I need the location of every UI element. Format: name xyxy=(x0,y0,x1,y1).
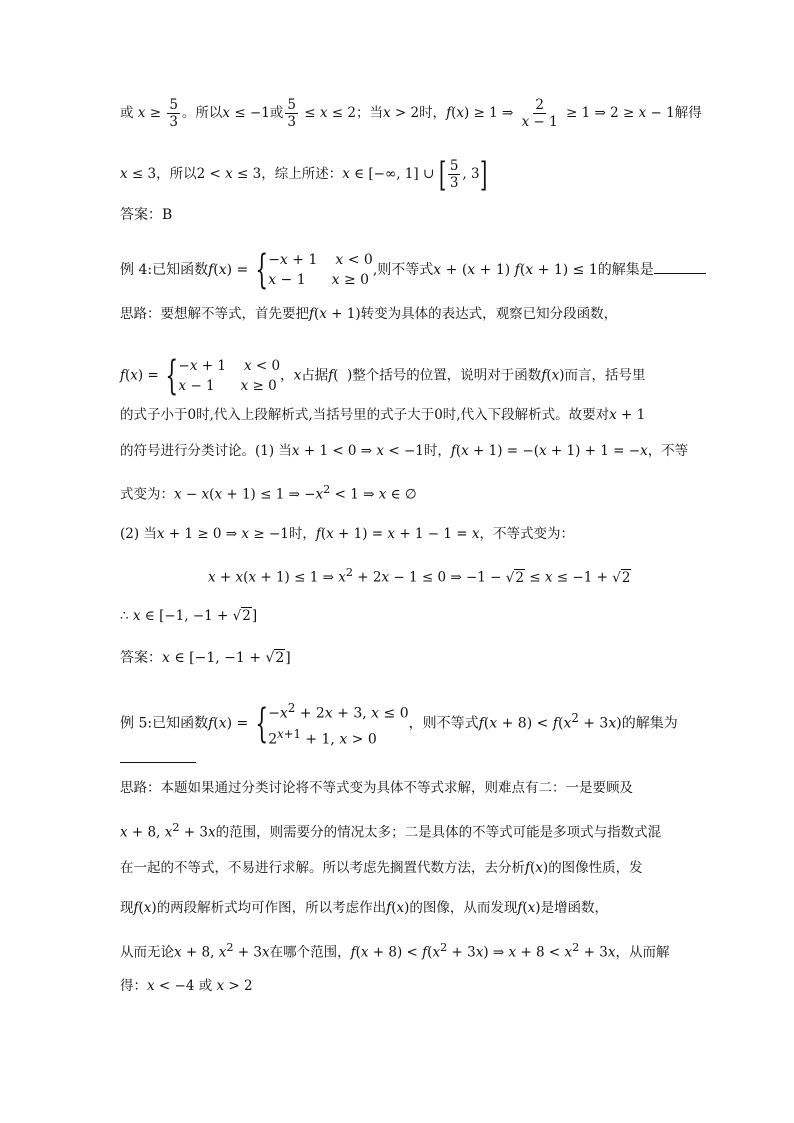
case-2-line: (2) 当x + 1 ≥ 0 ⇒ x ≥ −1时，f(x + 1) = x + 1 − 1 = x，不等式变为： xyxy=(120,526,575,542)
ex5-think-line-2: x + 8, $x^2 + 3x$的范围，则需要分的情况太多；二是具体的不等式可能是多项式与指数式混 xyxy=(120,821,662,841)
ex5-think-line-5: 从而无论x + 8, $x^2 + 3x$在哪个范围，$f(x + 8) < f(x^2 + 3x)$ ⇒ $x + 8 < x^2 + 3x$，从而解 xyxy=(120,941,670,961)
answer-4: 答案：x ∈ [−1, −1 + √2] xyxy=(120,650,291,666)
piecewise-cases: −x + 1 x < 0 x − 1 x ≥ 0 xyxy=(268,252,373,288)
example-5: 例 5:已知函数f(x) = { $-x^2 + 2x + 3$, x ≤ 0 $2^{x+1} + 1$, x > 0 ，则不等式$f(x + 8) < f(x^2 + 3x)$的解集为 xyxy=(120,700,678,748)
answer-b: 答案：B xyxy=(120,207,173,223)
answer-blank-line xyxy=(120,762,196,763)
text-line-1: 或 x ≥ $\frac{5}{3}$ 。所以x ≤ −1或 $\frac{5}{3}$ ≤ x ≤ 2；当x > 2时，f(x) ≥ 1 ⇒ $\frac{2}{x - 1}$ ≥ 1 ⇒ 2 ≥ x − 1解得 xyxy=(120,97,702,130)
ex5-think-line-1: 思路：本题如果通过分类讨论将不等式变为具体不等式求解，则难点有二：一是要顾及 xyxy=(120,780,633,796)
think-line-2: f(x) = { −x + 1 x < 0 x − 1 x ≥ 0 ，x占据f( )整个括号的位置，说明对于函数f(x)而言，括号里 xyxy=(120,353,646,399)
text: 或 xyxy=(120,105,134,121)
centered-equation: x + x(x + 1) ≤ 1 ⇒ $x^2 + 2x - 1 \le 0$ ⇒ −1 − √2 ≤ x ≤ −1 + √2 xyxy=(208,566,631,586)
answer-blank xyxy=(654,259,706,274)
text-line-2: x ≤ 3，所以2 < x ≤ 3，综上所述：x ∈ [−∞, 1] ∪ [ $\frac{5}{3}$ , 3] xyxy=(120,154,487,195)
example-4: 例 4:已知函数f(x) = { −x + 1 x < 0 x − 1 x ≥ 0 ,则不等式x + (x + 1) f(x + 1) ≤ 1的解集是 xyxy=(120,250,680,290)
ex5-think-line-6: 得：x < −4 或 x > 2 xyxy=(120,978,253,994)
think-line-5: 式变为：x − x(x + 1) ≤ 1 ⇒ $-x^2 < 1$ ⇒ x ∈ ∅ xyxy=(120,483,417,503)
think-line-4: 的符号进行分类讨论。(1) 当x + 1 < 0 ⇒ x < −1时，f(x + 1) = −(x + 1) + 1 = −x，不等 xyxy=(120,443,689,459)
think-line-3: 的式子小于0时,代入上段解析式,当括号里的式子大于0时,代入下段解析式。故要对x + 1 xyxy=(120,407,646,423)
therefore-line: ∴ x ∈ [−1, −1 + √2] xyxy=(120,608,258,624)
fraction: $\frac{5}{3}$ xyxy=(169,97,178,130)
ex5-think-line-4: 现f(x)的两段解析式均可作图，所以考虑作出f(x)的图像，从而发现f(x)是增函数， xyxy=(120,900,609,916)
ex5-think-line-3: 在一起的不等式，不易进行求解。所以考虑先搁置代数方法，去分析f(x)的图像性质，发 xyxy=(120,860,643,876)
think-line-1: 思路：要想解不等式，首先要把f(x + 1)转变为具体的表达式，观察已知分段函数， xyxy=(120,306,618,322)
